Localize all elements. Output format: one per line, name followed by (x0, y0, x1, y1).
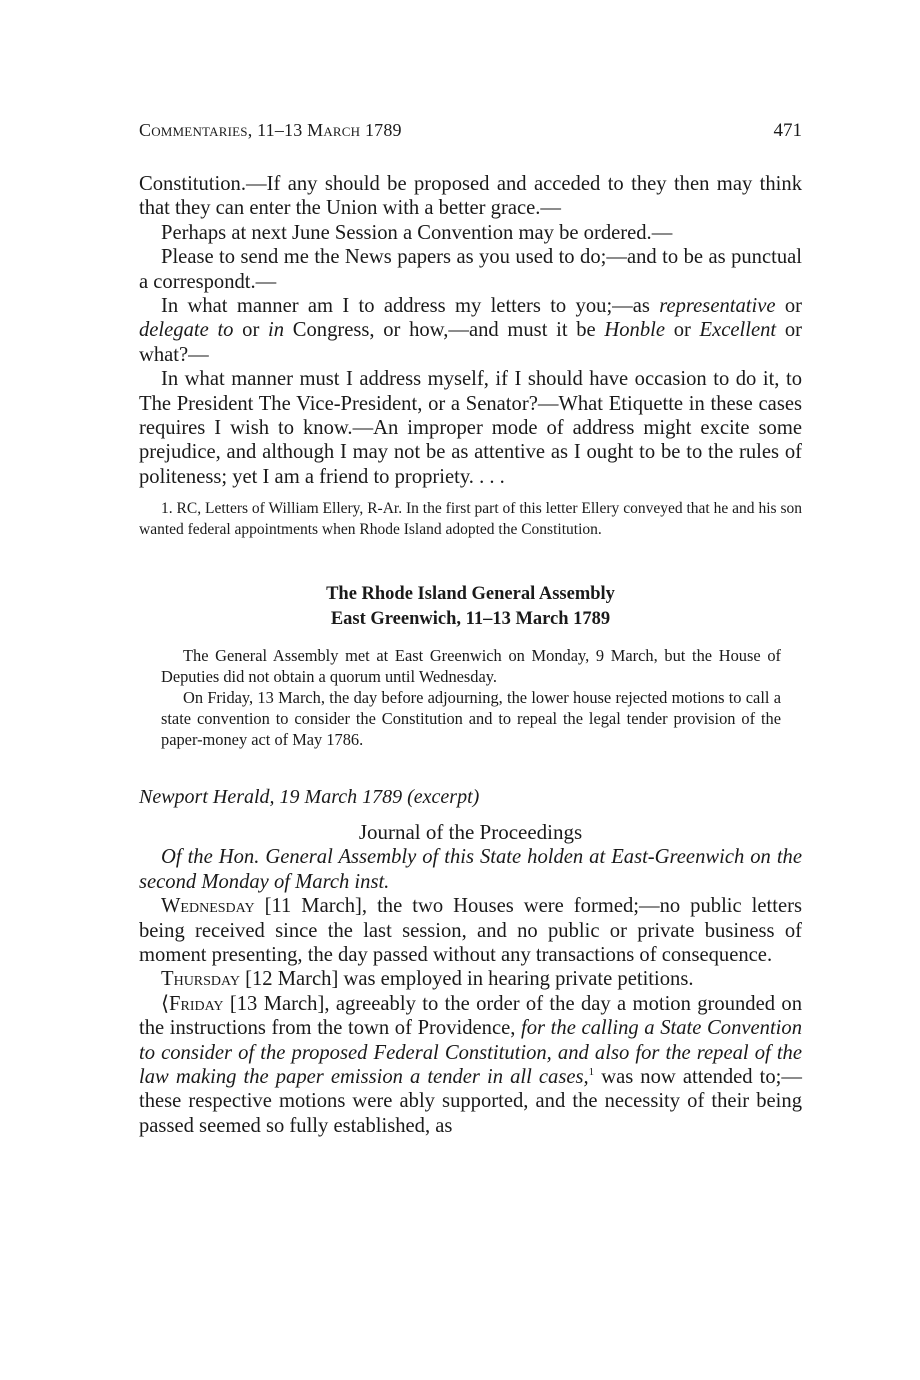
editorial-note (161, 645, 781, 750)
journal-subtitle: Of the Hon. General Assembly of this State holden at East-Greenwich on the second Monday of March inst. (139, 846, 802, 893)
journal-entry-wednesday: Wednesday [11 March], the two Houses were formed;—no public letters being received since the last session, and no public or private business of moment presenting, the day passed without any transactions of consequence. (139, 895, 802, 966)
letter-paragraph: In what manner must I address myself, if I should have occasion to do it, to The President The Vice-President, or a Senator?—What Etiquette in these cases requires I wish to know.—An improper mode of address might excite some prejudice, and although I may not be as attentive as I ought to be to the rules of politeness; yet I am a friend to propriety. . . . (139, 368, 802, 488)
running-head (139, 120, 802, 150)
editorial-paragraph: On Friday, 13 March, the day before adjourning, the lower house rejected motions to call a state convention to consider the Constitution and to repeal the legal tender provision of the paper-money act of May 1786. (161, 688, 781, 750)
document-page (139, 120, 802, 1138)
letter-text (139, 172, 802, 489)
letter-paragraph: Please to send me the News papers as you used to do;—and to be as punctual a correspondt.— (139, 246, 802, 293)
section-heading (139, 582, 802, 631)
journal-entry-thursday: Thursday [12 March] was employed in hearing private petitions. (161, 968, 694, 991)
section-heading-place-date: East Greenwich, 11–13 March 1789 (330, 608, 611, 629)
running-title: Commentaries, 11–13 March 1789 (139, 120, 402, 140)
letter-paragraph: In what manner am I to address my letters to you;—as representative or delegate to or in Congress, or how,—and must it be Honble or Excellent or what?— (139, 295, 803, 366)
journal-text (139, 845, 802, 1138)
section-heading-title: The Rhode Island General Assembly (326, 584, 615, 605)
footnote-reference: 1 (588, 1066, 595, 1079)
page-number: 471 (773, 120, 802, 141)
journal-entry-friday: ⟨Friday [13 March], agreeably to the order of the day a motion grounded on the instructions from the town of Providence, for the calling a State Convention to consider of the proposed Federal Constitution, and also for the repeal of the law making the paper emission a tender in all cases,$^1$ was now attended to;—these respective motions were ably supported, and the necessity of their being passed seemed so fully established, as (139, 992, 802, 1137)
journal-title: Journal of the Proceedings (358, 820, 583, 845)
letter-paragraph: Constitution.—If any should be proposed and acceded to they then may think that they can enter the Union with a better grace.— (139, 173, 802, 220)
editorial-paragraph: The General Assembly met at East Greenwich on Monday, 9 March, but the House of Deputies did not obtain a quorum until Wednesday. (161, 646, 781, 687)
document-source: Newport Herald, 19 March 1789 (excerpt) (139, 786, 480, 809)
letter-paragraph: Perhaps at next June Session a Convention may be ordered.— (161, 221, 673, 244)
footnote: 1. RC, Letters of William Ellery, R-Ar. In the first part of this letter Ellery conveyed that he and his son wanted federal appointments when Rhode Island adopted the Constitution. (139, 500, 802, 538)
